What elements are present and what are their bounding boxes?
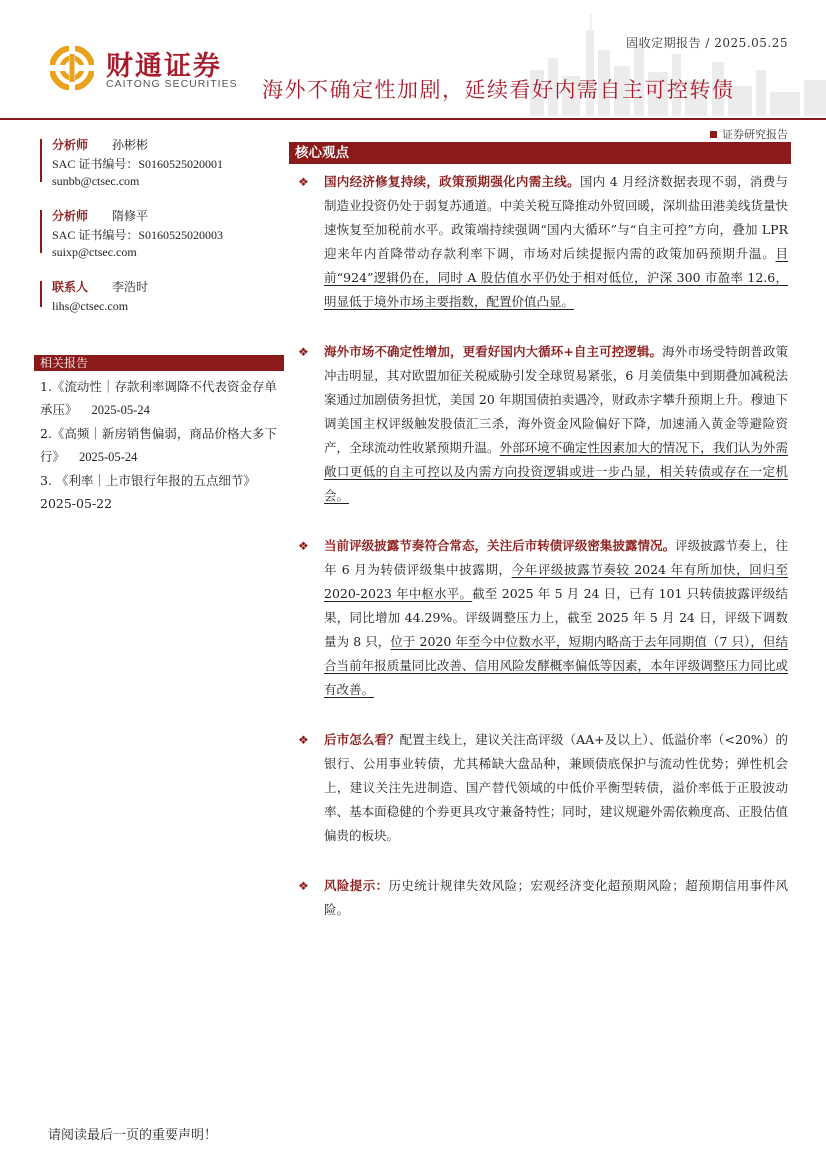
related-reports-header: 相关报告 bbox=[34, 355, 284, 371]
diamond-bullet-icon: ❖ bbox=[298, 345, 309, 359]
accent-bar bbox=[40, 210, 42, 253]
related-report-date: 2025-05-24 bbox=[91, 403, 150, 417]
point-lead: 当前评级披露节奏符合常态，关注后市转债评级密集披露情况。 bbox=[324, 538, 676, 553]
related-report-title[interactable]: 2.《高频｜新房销售偏弱，商品价格大多下行》 bbox=[40, 426, 277, 464]
diamond-bullet-icon: ❖ bbox=[298, 175, 309, 189]
point-lead: 国内经济修复持续，政策预期强化内需主线。 bbox=[324, 174, 580, 189]
analyst-cert: SAC 证书编号：S0160525020001 bbox=[52, 157, 224, 171]
point-lead: 风险提示： bbox=[324, 878, 389, 893]
disclaimer-note: 请阅读最后一页的重要声明！ bbox=[48, 1128, 218, 1143]
square-bullet-icon bbox=[710, 131, 717, 138]
core-views-header: 核心观点 bbox=[289, 142, 791, 164]
related-report-date: 2025-05-22 bbox=[40, 496, 113, 511]
report-date: 2025.05.25 bbox=[714, 36, 788, 50]
related-reports-list bbox=[40, 375, 280, 515]
analyst-block bbox=[40, 207, 280, 261]
diamond-bullet-icon: ❖ bbox=[298, 879, 309, 893]
accent-bar bbox=[40, 281, 42, 307]
analyst-panel bbox=[40, 136, 280, 332]
core-point bbox=[294, 340, 788, 508]
related-report-item[interactable] bbox=[40, 469, 280, 515]
report-type-label: 证券研究报告 bbox=[722, 128, 788, 141]
analyst-role: 分析师 bbox=[52, 209, 89, 223]
diamond-bullet-icon: ❖ bbox=[298, 733, 309, 747]
point-lead: 后市怎么看？ bbox=[324, 732, 400, 747]
header-divider bbox=[0, 118, 826, 120]
point-body: 海外市场受特朗普政策冲击明显，其对欧盟加征关税威胁引发全球贸易紧张，6 月美债集中到期叠加减税法案通过加剧债务担忧，美国 20 年期国债拍卖遇冷，财政赤字攀升预期上升。穆迪下调美国主权评级触发股债汇三杀，海外资金风险偏好下降，加速涌入黄金等避险资产，全球流动性收紧预期升温。 bbox=[324, 344, 788, 455]
point-lead: 海外市场不确定性增加，更看好国内大循环+自主可控逻辑。 bbox=[324, 344, 663, 359]
core-views-list bbox=[294, 170, 788, 922]
point-body: 历史统计规律失效风险；宏观经济变化超预期风险；超预期信用事件风险。 bbox=[324, 878, 788, 917]
point-body: 评级披露节奏上，往年 6 月为转债评级集中披露期， bbox=[324, 538, 788, 577]
core-point bbox=[294, 534, 788, 702]
related-report-item[interactable] bbox=[40, 422, 280, 469]
logo-text-cn: 财通证券 bbox=[106, 51, 222, 82]
contact-name: 李浩时 bbox=[112, 280, 149, 294]
company-logo bbox=[50, 46, 255, 96]
related-report-title[interactable]: 1.《流动性｜存款利率调降不代表资金存单承压》 bbox=[40, 379, 277, 417]
related-report-item[interactable] bbox=[40, 375, 280, 422]
report-title: 海外不确定性加剧，延续看好内需自主可控转债 bbox=[262, 78, 735, 102]
report-label: 固收定期报告 bbox=[626, 36, 702, 50]
meta-separator: / bbox=[705, 36, 715, 50]
report-type bbox=[710, 126, 788, 142]
related-report-date: 2025-05-24 bbox=[79, 450, 138, 464]
analyst-name: 孙彬彬 bbox=[112, 138, 149, 152]
analyst-block bbox=[40, 136, 280, 190]
core-point bbox=[294, 170, 788, 314]
contact-email[interactable]: lihs@ctsec.com bbox=[52, 299, 129, 313]
point-underline: 外部环境不确定性因素加大的情况下，我们认为外需敞口更低的自主可控以及内需方向投资逻辑或进一步凸显，相关转债或存在一定机会。 bbox=[324, 440, 788, 503]
logo-text-en: CAITONG SECURITIES bbox=[106, 78, 238, 90]
point-body: 配置主线上，建议关注高评级（AA+及以上）、低溢价率（<20%）的银行、公用事业转债，尤其稀缺大盘品种，兼顾债底保护与流动性优势；弹性机会上，建议关注先进制造、国产替代领域的中低价平衡型转债，溢价率低于正股波动率、基本面稳健的个券更具攻守兼备特性；同时，建议规避外需依赖度高、正股估值偏贵的板块。 bbox=[324, 732, 788, 843]
diamond-bullet-icon: ❖ bbox=[298, 539, 309, 553]
accent-bar bbox=[40, 139, 42, 182]
point-underline: 目前“924”逻辑仍在，同时 A 股估值水平仍处于相对低位，沪深 300 市盈率 12.6，明显低于境外市场主要指数，配置价值凸显。 bbox=[324, 246, 788, 309]
point-underline: 今年评级披露节奏较 2024 年有所加快，回归至 2020-2023 年中枢水平。 bbox=[324, 562, 788, 601]
coin-logo-icon bbox=[50, 46, 94, 90]
core-point bbox=[294, 728, 788, 848]
core-point bbox=[294, 874, 788, 922]
point-tail: 截至 2025 年 5 月 24 日，已有 101 只转债披露评级结果，同比增加 44.29%。评级调整压力上，截至 2025 年 5 月 24 日，评级下调数量为 8 只， bbox=[324, 586, 788, 649]
point-body: 国内 4 月经济数据表现不弱，消费与制造业投资仍处于弱复苏通道。中美关税互降推动外贸回暖，深圳盐田港美线货量快速恢复至加税前水平。政策端持续强调“国内大循环”与“自主可控”方向，叠加 LPR 迎来年内首降带动存款利率下调，市场对后续提振内需的政策加码预期升温。 bbox=[324, 174, 788, 261]
contact-block bbox=[40, 278, 280, 315]
report-meta bbox=[626, 34, 788, 51]
analyst-email[interactable]: sunbb@ctsec.com bbox=[52, 174, 140, 188]
analyst-cert: SAC 证书编号：S0160525020003 bbox=[52, 228, 224, 242]
analyst-name: 隋修平 bbox=[112, 209, 149, 223]
analyst-role: 分析师 bbox=[52, 138, 89, 152]
related-report-title[interactable]: 3. 《利率｜上市银行年报的五点细节》 bbox=[40, 473, 256, 488]
point-underline-2: 位于 2020 年至今中位数水平，短期内略高于去年同期值（7 只），但结合当前年报质量同比改善、信用风险发酵概率偏低等因素，本年评级调整压力同比或有改善。 bbox=[324, 634, 788, 697]
analyst-email[interactable]: suixp@ctsec.com bbox=[52, 245, 137, 259]
contact-role: 联系人 bbox=[52, 280, 89, 294]
